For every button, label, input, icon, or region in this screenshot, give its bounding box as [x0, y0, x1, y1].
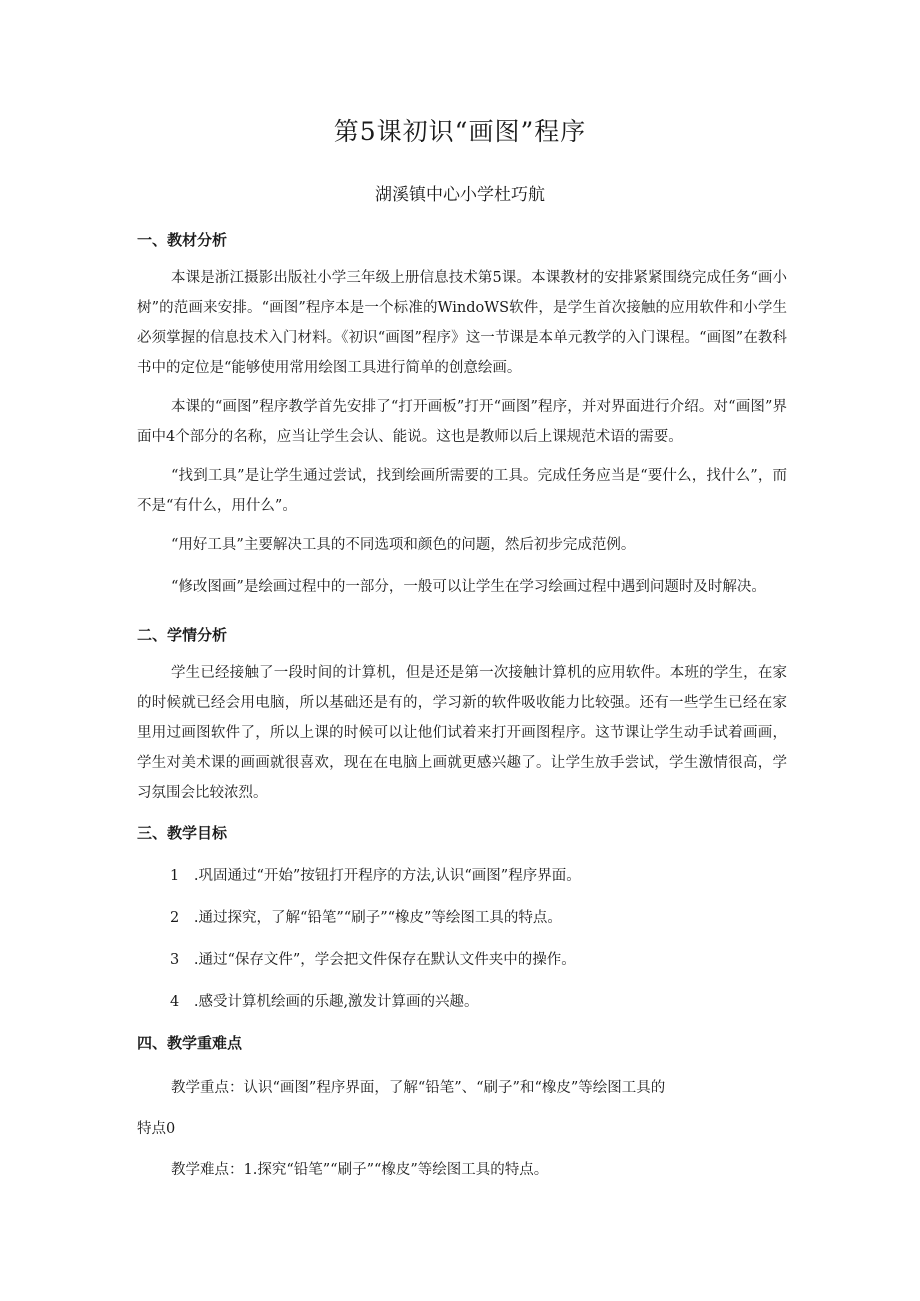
paragraph: 本课是浙江摄影出版社小学三年级上册信息技术第5课。本课教材的安排紧紧围绕完成任务“画小树”的范画来安排。“画图”程序本是一个标准的WindoWS软件，是学生首次接触的应用软件和小学生必须掌握的信息技术入门材料。《初识“画图”程序》这一节课是本单元教学的入门课程。“画图”在教科书中的定位是“能够使用常用绘图工具进行简单的创意绘画。 — [137, 270, 787, 376]
section-heading-materials: 一、教材分析 — [137, 231, 228, 249]
item-number: 3 — [170, 952, 180, 968]
list-item — [170, 906, 562, 927]
paragraph: “用好工具”主要解决工具的不同选项和颜色的问题，然后初步完成范例。 — [171, 537, 636, 553]
item-text: .通过探究，了解“铅笔”“刷子”“橡皮”等绘图工具的特点。 — [193, 910, 562, 926]
item-text: .感受计算机绘画的乐趣,激发计算画的兴趣。 — [193, 994, 479, 1010]
item-text: .巩固通过“开始”按钮打开程序的方法,认识“画图”程序界面。 — [193, 868, 581, 884]
difficulty-text: 教学难点：1.探究“铅笔”“刷子”“橡皮”等绘图工具的特点。 — [171, 1162, 549, 1178]
paragraph: 本课的“画图”程序教学首先安排了“打开画板”打开“画图”程序，并对界面进行介绍。对“画图”界面中4个部分的名称，应当让学生会认、能说。这也是教师以后上课规范术语的需要。 — [137, 399, 787, 445]
key-point-text: 教学重点：认识“画图”程序界面，了解“铅笔”、“刷子”和“橡皮”等绘图工具的 — [171, 1080, 666, 1096]
list-item — [170, 864, 581, 885]
section-heading-students: 二、学情分析 — [137, 626, 228, 644]
paragraph: “修改图画”是绘画过程中的一部分，一般可以让学生在学习绘画过程中遇到问题时及时解决。 — [171, 579, 766, 595]
paragraph: “找到工具”是让学生通过尝试，找到绘画所需要的工具。完成任务应当是“要什么，找什么”，而不是“有什么，用什么”。 — [137, 468, 787, 514]
item-number: 2 — [170, 910, 180, 926]
item-number: 1 — [170, 868, 180, 884]
page-title: 第5课初识“画图”程序 — [333, 117, 587, 146]
list-item — [170, 990, 479, 1011]
list-item — [170, 948, 576, 969]
author-line: 湖溪镇中心小学杜巧航 — [375, 185, 545, 205]
key-point-continuation: 特点0 — [137, 1121, 176, 1137]
item-text: .通过“保存文件”，学会把文件保存在默认文件夹中的操作。 — [193, 952, 576, 968]
section-heading-objectives: 三、教学目标 — [137, 824, 228, 842]
paragraph: 学生已经接触了一段时间的计算机，但是还是第一次接触计算机的应用软件。本班的学生，在家的时候就已经会用电脑，所以基础还是有的，学习新的软件吸收能力比较强。还有一些学生已经在家里用过画图软件了，所以上课的时候可以让他们试着来打开画图程序。这节课让学生动手试着画画，学生对美术课的画画就很喜欢，现在在电脑上画就更感兴趣了。让学生放手尝试，学生激情很高，学习氛围会比较浓烈。 — [137, 665, 787, 801]
section-heading-key-points: 四、教学重难点 — [137, 1034, 243, 1052]
item-number: 4 — [170, 994, 180, 1010]
